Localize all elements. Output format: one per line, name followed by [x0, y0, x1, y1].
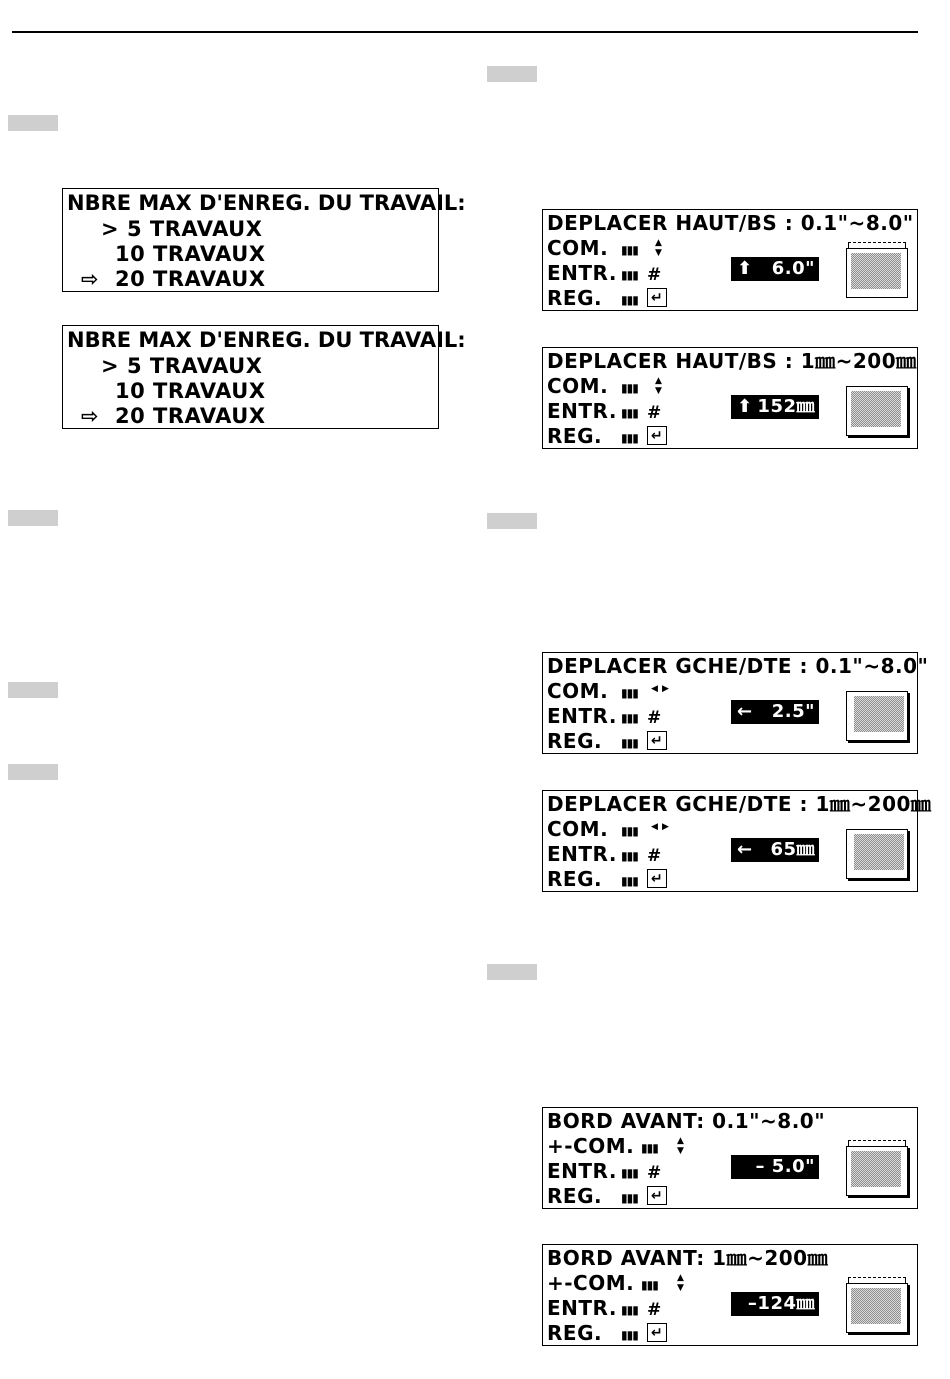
reg-label: REG. [547, 729, 603, 753]
key-bars-icon: ▮▮▮ [621, 849, 638, 863]
value-text: 2.5" [771, 701, 815, 722]
step-marker [8, 764, 58, 780]
key-bars-icon: ▮▮▮ [621, 431, 638, 445]
entr-label: ENTR. [547, 399, 617, 423]
key-bars-icon: ▮▮▮ [621, 874, 638, 888]
com-label: COM. [547, 679, 609, 703]
up-down-keys-icon: ▲▼ [655, 376, 663, 396]
panel-title: NBRE MAX D'ENREG. DU TRAVAIL: [67, 328, 466, 352]
hash-key-icon: # [647, 846, 662, 866]
key-bars-icon: ▮▮▮ [621, 1191, 638, 1205]
selected-arrow-icon: ⇨ [81, 404, 100, 428]
step-marker [487, 964, 537, 980]
job-limit-panel [62, 188, 466, 292]
value-text: – 5.0" [755, 1156, 815, 1177]
panel-title: DEPLACER HAUT/BS : 0.1"~8.0" [547, 211, 914, 235]
panel-title: BORD AVANT: 1㎜~200㎜ [547, 1246, 829, 1270]
reg-label: REG. [547, 867, 603, 891]
enter-key-icon: ↵ [647, 1323, 667, 1342]
entr-label: ENTR. [547, 1296, 617, 1320]
entr-label: ENTR. [547, 261, 617, 285]
enter-key-icon: ↵ [647, 1186, 667, 1205]
up-arrow-icon: ⬆ [737, 396, 753, 417]
entr-label: ENTR. [547, 1159, 617, 1183]
step-marker [8, 682, 58, 698]
move-left-right-panel [542, 790, 932, 892]
reg-label: REG. [547, 424, 603, 448]
cursor-marker: > [101, 217, 120, 241]
entr-label: ENTR. [547, 704, 617, 728]
paper-diagram-icon [846, 1283, 908, 1333]
com-label: COM. [547, 236, 609, 260]
enter-key-icon: ↵ [647, 869, 667, 888]
up-down-keys-icon: ▲▼ [677, 1136, 685, 1156]
paper-diagram-icon [846, 829, 908, 879]
key-bars-icon: ▮▮▮ [621, 243, 638, 257]
value-text: 6.0" [771, 258, 815, 279]
com-label: +-COM. [547, 1134, 635, 1158]
left-arrow-icon: ← [737, 701, 753, 722]
paper-diagram-icon [846, 248, 908, 298]
panel-title: DEPLACER GCHE/DTE : 0.1"~8.0" [547, 654, 929, 678]
left-right-keys-icon: ◀ ▶ [651, 684, 670, 694]
key-bars-icon: ▮▮▮ [621, 1303, 638, 1317]
paper-diagram-icon [846, 386, 908, 436]
key-bars-icon: ▮▮▮ [621, 293, 638, 307]
entr-label: ENTR. [547, 842, 617, 866]
enter-key-icon: ↵ [647, 288, 667, 307]
step-marker [487, 513, 537, 529]
reg-label: REG. [547, 286, 603, 310]
value-display [731, 257, 819, 281]
key-bars-icon: ▮▮▮ [621, 824, 638, 838]
panel-title: BORD AVANT: 0.1"~8.0" [547, 1109, 826, 1133]
key-bars-icon: ▮▮▮ [621, 406, 638, 420]
value-display [731, 700, 819, 724]
hash-key-icon: # [647, 708, 662, 728]
hash-key-icon: # [647, 403, 662, 423]
move-left-right-panel [542, 652, 929, 754]
value-text: 152㎜ [757, 396, 815, 417]
hash-key-icon: # [647, 1300, 662, 1320]
key-bars-icon: ▮▮▮ [621, 686, 638, 700]
selected-arrow-icon: ⇨ [81, 267, 100, 291]
com-label: COM. [547, 374, 609, 398]
up-arrow-icon: ⬆ [737, 258, 753, 279]
paper-diagram-icon [846, 691, 908, 741]
key-bars-icon: ▮▮▮ [641, 1141, 658, 1155]
step-marker [487, 66, 537, 82]
up-down-keys-icon: ▲▼ [655, 238, 663, 258]
option-20-jobs[interactable]: 20 TRAVAUX [115, 267, 266, 291]
job-limit-panel [62, 325, 466, 429]
header-rule [12, 31, 918, 33]
option-20-jobs[interactable]: 20 TRAVAUX [115, 404, 266, 428]
com-label: COM. [547, 817, 609, 841]
reg-label: REG. [547, 1184, 603, 1208]
key-bars-icon: ▮▮▮ [621, 268, 638, 282]
step-marker [8, 510, 58, 526]
option-5-jobs[interactable]: 5 TRAVAUX [127, 217, 263, 241]
front-edge-panel [542, 1107, 918, 1209]
value-display [731, 395, 819, 419]
paper-diagram-icon [846, 1146, 908, 1196]
left-right-keys-icon: ◀ ▶ [651, 822, 670, 832]
panel-title: DEPLACER HAUT/BS : 1㎜~200㎜ [547, 349, 917, 373]
move-up-down-panel [542, 347, 918, 449]
value-display [731, 1155, 819, 1179]
value-text: –124㎜ [747, 1293, 815, 1314]
reg-label: REG. [547, 1321, 603, 1345]
front-edge-panel [542, 1244, 918, 1346]
value-text: 65㎜ [770, 839, 815, 860]
enter-key-icon: ↵ [647, 426, 667, 445]
option-10-jobs[interactable]: 10 TRAVAUX [115, 242, 266, 266]
key-bars-icon: ▮▮▮ [621, 381, 638, 395]
option-5-jobs[interactable]: 5 TRAVAUX [127, 354, 263, 378]
key-bars-icon: ▮▮▮ [621, 711, 638, 725]
panel-title: NBRE MAX D'ENREG. DU TRAVAIL: [67, 191, 466, 215]
option-10-jobs[interactable]: 10 TRAVAUX [115, 379, 266, 403]
step-marker [8, 115, 58, 131]
hash-key-icon: # [647, 1163, 662, 1183]
value-display [731, 838, 819, 862]
up-down-keys-icon: ▲▼ [677, 1273, 685, 1293]
panel-title: DEPLACER GCHE/DTE : 1㎜~200㎜ [547, 792, 932, 816]
cursor-marker: > [101, 354, 120, 378]
key-bars-icon: ▮▮▮ [621, 1166, 638, 1180]
value-display [731, 1292, 819, 1316]
key-bars-icon: ▮▮▮ [621, 736, 638, 750]
com-label: +-COM. [547, 1271, 635, 1295]
move-up-down-panel [542, 209, 918, 311]
enter-key-icon: ↵ [647, 731, 667, 750]
left-arrow-icon: ← [737, 839, 753, 860]
key-bars-icon: ▮▮▮ [641, 1278, 658, 1292]
hash-key-icon: # [647, 265, 662, 285]
key-bars-icon: ▮▮▮ [621, 1328, 638, 1342]
